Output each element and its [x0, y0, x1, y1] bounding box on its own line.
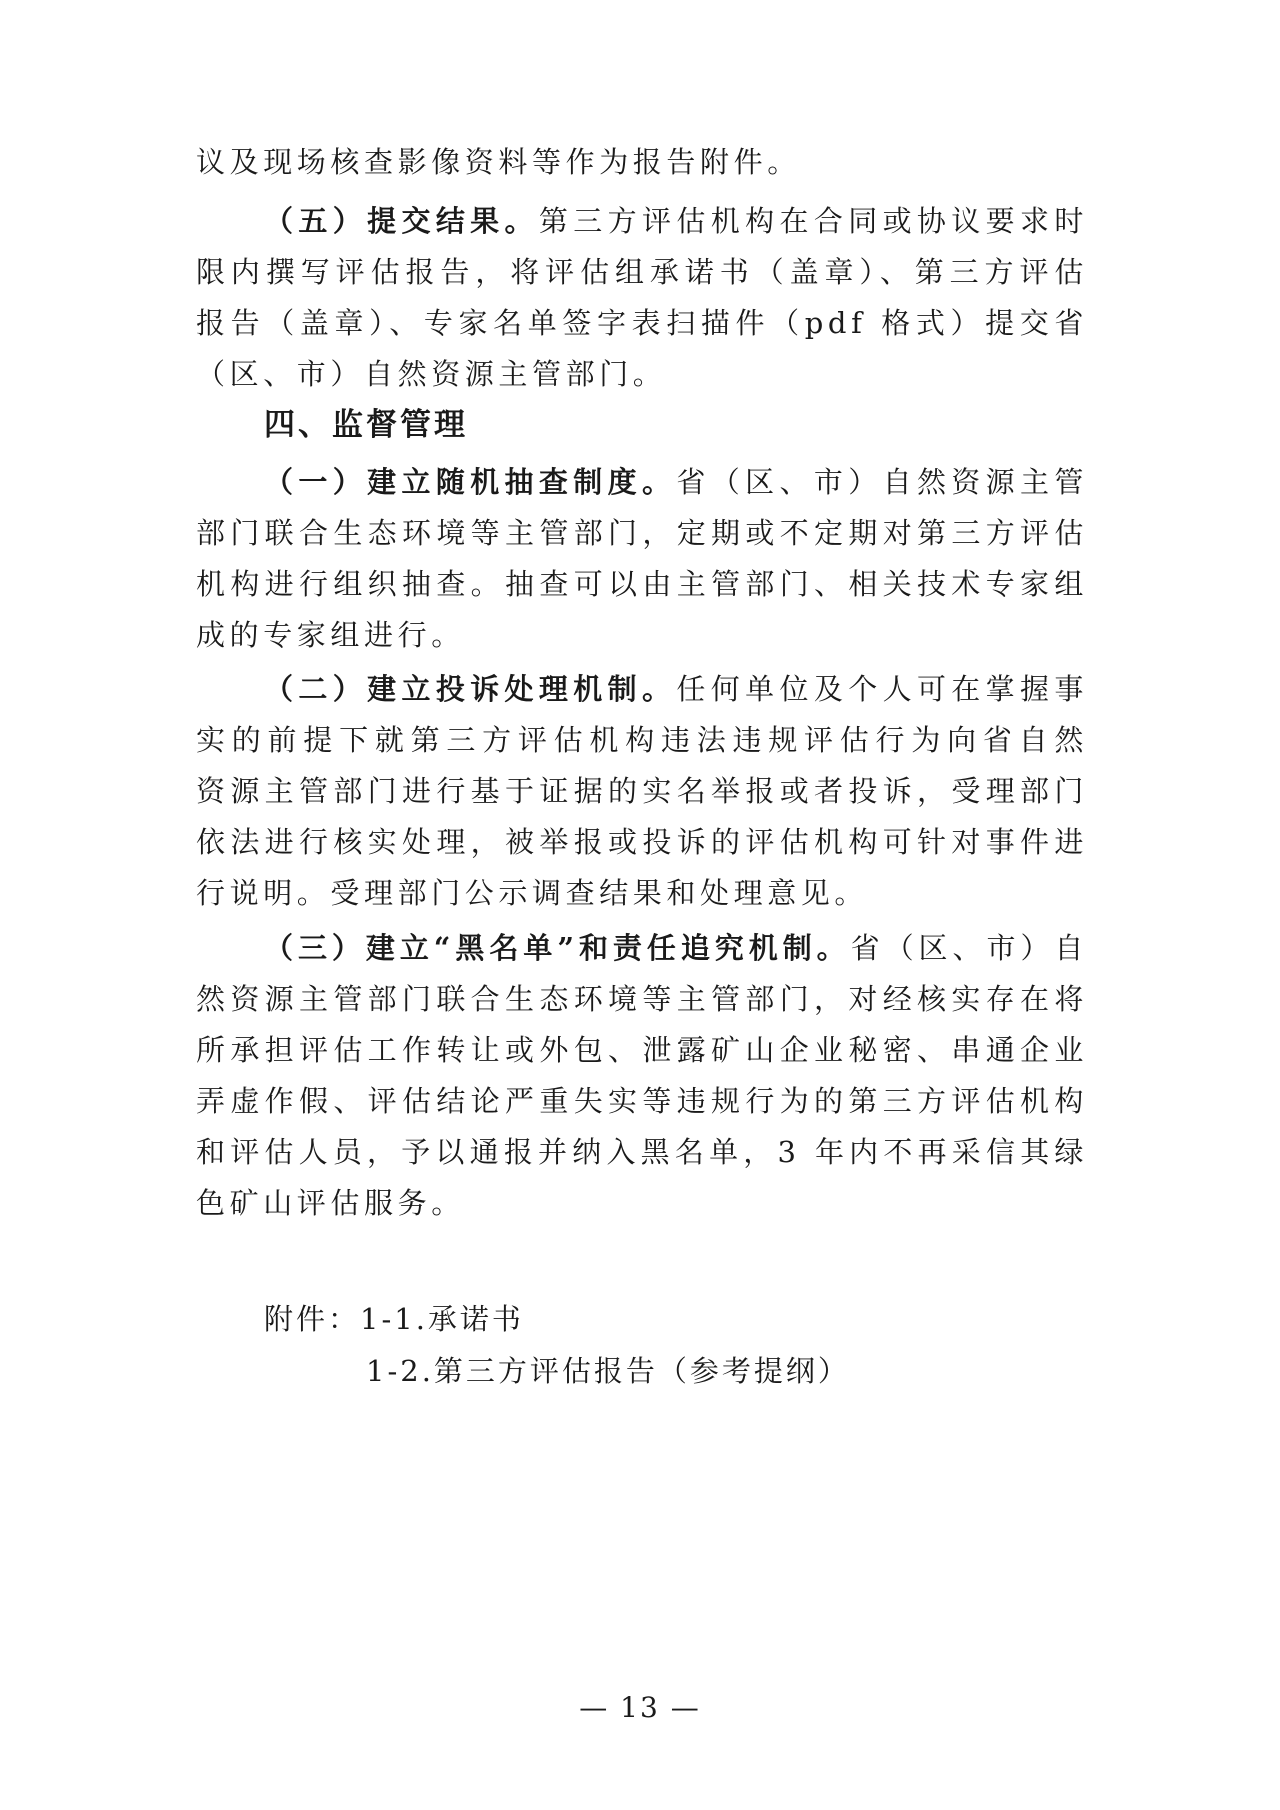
paragraph-line: 色矿山评估服务。 — [196, 1186, 465, 1220]
paragraph-line: 成的专家组进行。 — [196, 618, 465, 652]
paragraph-line: 报告（盖章）、专家名单签字表扫描件（pdf 格式）提交省 — [196, 306, 1088, 340]
paragraph-s4-2-first-line: （二）建立投诉处理机制。任何单位及个人可在掌握事 — [264, 672, 1089, 706]
section-heading: 四、监督管理 — [264, 407, 468, 443]
paragraph-lead: （二）建立投诉处理机制。 — [264, 672, 677, 706]
paragraph-lead: （五）提交结果。 — [264, 204, 539, 238]
paragraph-line: 依法进行核实处理，被举报或投诉的评估机构可针对事件进 — [196, 825, 1088, 859]
paragraph-lead: （一）建立随机抽查制度。 — [264, 465, 677, 499]
paragraph-line: 和评估人员，予以通报并纳入黑名单，3 年内不再采信其绿 — [196, 1135, 1088, 1169]
page-number: — 13 — — [579, 1691, 701, 1724]
paragraph-line: 资源主管部门进行基于证据的实名举报或者投诉，受理部门 — [196, 774, 1088, 808]
paragraph-line: 议及现场核查影像资料等作为报告附件。 — [196, 145, 801, 179]
paragraph-s4-3-first-line: （三）建立“黑名单”和责任追究机制。省（区、市）自 — [264, 931, 1088, 965]
paragraph-lead: （三）建立“黑名单”和责任追究机制。 — [264, 931, 851, 965]
paragraph-line: 限内撰写评估报告，将评估组承诺书（盖章）、第三方评估 — [196, 255, 1088, 289]
paragraph-line: （区、市）自然资源主管部门。 — [196, 357, 667, 391]
paragraph-line: 实的前提下就第三方评估机构违法违规评估行为向省自然 — [196, 723, 1088, 757]
paragraph-line: 机构进行组织抽查。抽查可以由主管部门、相关技术专家组 — [196, 567, 1088, 601]
paragraph-line: 所承担评估工作转让或外包、泄露矿山企业秘密、串通企业 — [196, 1033, 1088, 1067]
paragraph-line: 然资源主管部门联合生态环境等主管部门，对经核实存在将 — [196, 982, 1088, 1016]
paragraph-line: 行说明。受理部门公示调查结果和处理意见。 — [196, 876, 869, 910]
paragraph-line: 弄虚作假、评估结论严重失实等违规行为的第三方评估机构 — [196, 1084, 1088, 1118]
attachment-line — [264, 1299, 524, 1339]
attachment-item: 1-2.第三方评估报告（参考提纲） — [366, 1354, 850, 1388]
paragraph-line: 部门联合生态环境等主管部门，定期或不定期对第三方评估 — [196, 516, 1088, 550]
paragraph-s4-1-first-line: （一）建立随机抽查制度。省（区、市）自然资源主管 — [264, 465, 1089, 499]
attachment-item: 1-1.承诺书 — [360, 1302, 524, 1336]
paragraph-5-first-line: （五）提交结果。第三方评估机构在合同或协议要求时 — [264, 204, 1088, 238]
attachment-label: 附件： — [264, 1302, 361, 1336]
